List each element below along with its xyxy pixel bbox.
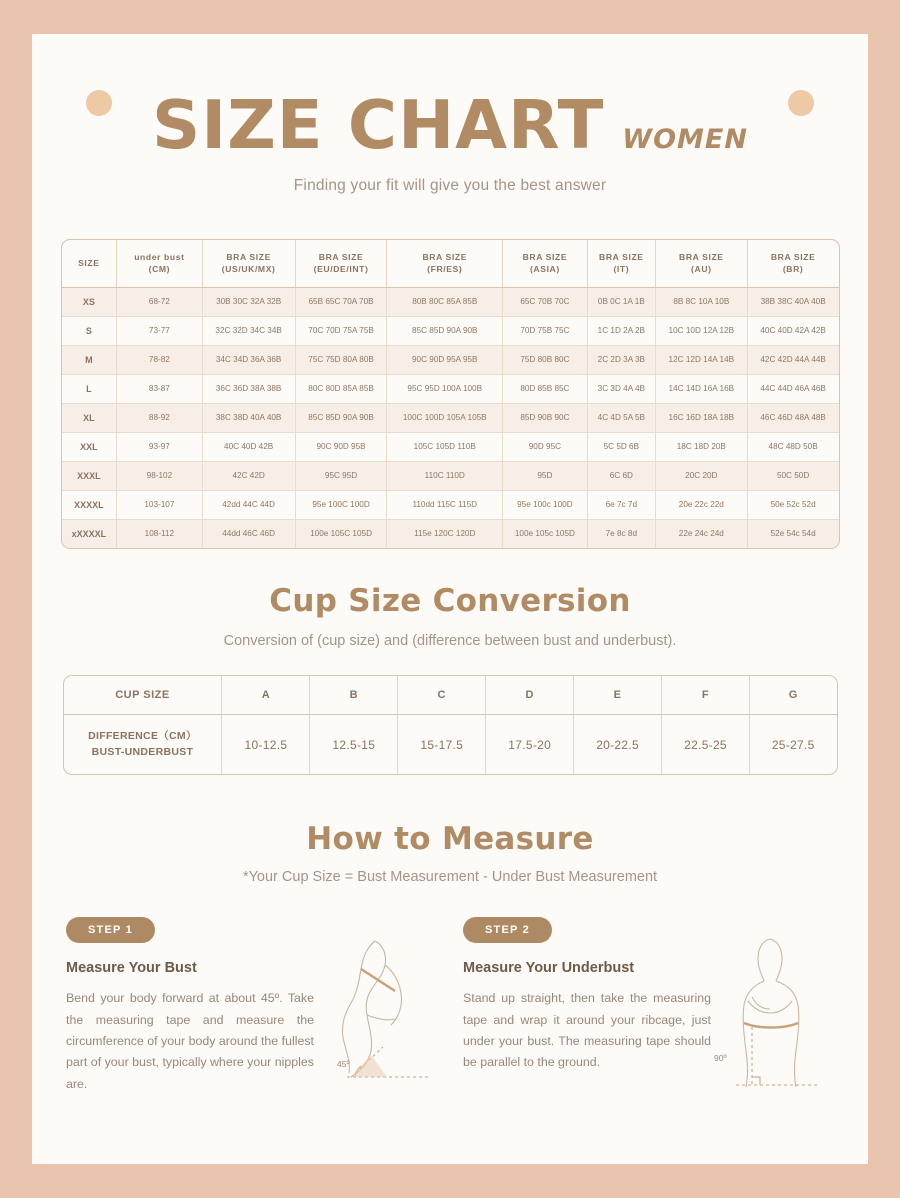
table-cell: 38B 38C 40A 40B bbox=[747, 287, 838, 316]
table-cell: 98-102 bbox=[117, 461, 202, 490]
step-1-body: Bend your body forward at about 45º. Take the measuring tape and measure the circumference of your body around the fullest part of your bust, typically where your nipples are. bbox=[66, 991, 314, 1091]
cup-table-header-row bbox=[64, 676, 837, 715]
table-cell: 44C 44D 46A 46B bbox=[747, 374, 838, 403]
page-subtitle: Finding your fit will give you the best answer bbox=[293, 177, 607, 194]
table-cell: 65B 65C 70A 70B bbox=[295, 287, 387, 316]
table-cell: 100C 100D 105A 105B bbox=[387, 403, 503, 432]
underbust-measure-illustration bbox=[714, 935, 838, 1095]
table-cell: 1C 1D 2A 2B bbox=[587, 316, 655, 345]
table-cell: 32C 32D 34C 34B bbox=[202, 316, 295, 345]
table-cell: 95C 95D bbox=[295, 461, 387, 490]
table-cell: 18C 18D 20B bbox=[655, 432, 747, 461]
step-1-badge: STEP 1 bbox=[66, 917, 155, 943]
table-cell: 85C 85D 90A 90B bbox=[295, 403, 387, 432]
table-cell: 46C 46D 48A 48B bbox=[747, 403, 838, 432]
table-cell: 42C 42D bbox=[202, 461, 295, 490]
cup-difference-cell: 12.5-15 bbox=[310, 714, 398, 774]
size-table-header-cell: BRA SIZE (FR/ES) bbox=[387, 240, 503, 287]
table-cell: 14C 14D 16A 16B bbox=[655, 374, 747, 403]
decorative-dot-left bbox=[86, 90, 112, 116]
size-label-cell: XXXL bbox=[62, 461, 117, 490]
cup-table-header-cell: B bbox=[310, 676, 398, 715]
table-cell: 85D 90B 90C bbox=[503, 403, 588, 432]
size-table-header-cell: BRA SIZE (IT) bbox=[587, 240, 655, 287]
table-cell: 42dd 44C 44D bbox=[202, 490, 295, 519]
cup-difference-cell: 15-17.5 bbox=[398, 714, 486, 774]
table-cell: 73-77 bbox=[117, 316, 202, 345]
table-cell: 34C 34D 36A 36B bbox=[202, 345, 295, 374]
table-cell: 70D 75B 75C bbox=[503, 316, 588, 345]
table-cell: 95e 100C 100D bbox=[295, 490, 387, 519]
table-cell: 93-97 bbox=[117, 432, 202, 461]
size-label-cell: XS bbox=[62, 287, 117, 316]
table-cell: 12C 12D 14A 14B bbox=[655, 345, 747, 374]
table-cell: 16C 16D 18A 18B bbox=[655, 403, 747, 432]
table-cell: 90C 90D 95A 95B bbox=[387, 345, 503, 374]
table-cell: 90D 95C bbox=[503, 432, 588, 461]
size-label-cell: L bbox=[62, 374, 117, 403]
table-cell: 110dd 115C 115D bbox=[387, 490, 503, 519]
table-cell: 36C 36D 38A 38B bbox=[202, 374, 295, 403]
table-cell: 48C 48D 50B bbox=[747, 432, 838, 461]
table-row bbox=[62, 519, 839, 548]
table-cell: 0B 0C 1A 1B bbox=[587, 287, 655, 316]
step-1 bbox=[66, 917, 437, 1095]
table-cell: 85C 85D 90A 90B bbox=[387, 316, 503, 345]
table-cell: 40C 40D 42B bbox=[202, 432, 295, 461]
table-cell: 3C 3D 4A 4B bbox=[587, 374, 655, 403]
table-cell: 2C 2D 3A 3B bbox=[587, 345, 655, 374]
cup-table-head bbox=[64, 676, 837, 715]
cup-table-body bbox=[64, 714, 837, 774]
table-cell: 90C 90D 95B bbox=[295, 432, 387, 461]
cup-difference-cell: 20-22.5 bbox=[574, 714, 662, 774]
table-cell: 78-82 bbox=[117, 345, 202, 374]
howto-section-title: How to Measure bbox=[306, 821, 594, 858]
table-cell: 38C 38D 40A 40B bbox=[202, 403, 295, 432]
size-table-container bbox=[61, 239, 840, 549]
cup-difference-cell: 22.5-25 bbox=[662, 714, 750, 774]
size-label-cell: XL bbox=[62, 403, 117, 432]
size-table-head bbox=[62, 240, 839, 287]
table-row bbox=[62, 403, 839, 432]
cup-table-row bbox=[64, 714, 837, 774]
step-2-badge: STEP 2 bbox=[463, 917, 552, 943]
table-cell: 95e 100c 100D bbox=[503, 490, 588, 519]
cup-table-header-cell: E bbox=[574, 676, 662, 715]
howto-section-subtitle: *Your Cup Size = Bust Measurement - Under Bust Measurement bbox=[242, 869, 658, 886]
table-cell: 75C 75D 80A 80B bbox=[295, 345, 387, 374]
size-label-cell: S bbox=[62, 316, 117, 345]
cup-table bbox=[64, 676, 837, 775]
table-cell: 95C 95D 100A 100B bbox=[387, 374, 503, 403]
size-table-body bbox=[62, 287, 839, 548]
table-row bbox=[62, 316, 839, 345]
size-label-cell: XXL bbox=[62, 432, 117, 461]
table-cell: 5C 5D 6B bbox=[587, 432, 655, 461]
page-title-category: WOMEN bbox=[622, 124, 748, 155]
table-cell: 7e 8c 8d bbox=[587, 519, 655, 548]
table-cell: 110C 110D bbox=[387, 461, 503, 490]
size-chart-card bbox=[32, 34, 868, 1164]
table-cell: 44dd 46C 46D bbox=[202, 519, 295, 548]
size-table-header-cell: BRA SIZE (ASIA) bbox=[503, 240, 588, 287]
cup-table-header-cell: D bbox=[486, 676, 574, 715]
table-cell: 22e 24c 24d bbox=[655, 519, 747, 548]
table-cell: 80C 80D 85A 85B bbox=[295, 374, 387, 403]
table-cell: 100e 105c 105D bbox=[503, 519, 588, 548]
step-1-angle-label: 45º bbox=[337, 1059, 350, 1070]
table-cell: 10C 10D 12A 12B bbox=[655, 316, 747, 345]
table-cell: 8B 8C 10A 10B bbox=[655, 287, 747, 316]
table-cell: 20e 22c 22d bbox=[655, 490, 747, 519]
cup-difference-label: DIFFERENCE（CM） BUST-UNDERBUST bbox=[64, 714, 222, 774]
table-cell: 88-92 bbox=[117, 403, 202, 432]
table-cell: 100e 105C 105D bbox=[295, 519, 387, 548]
table-row bbox=[62, 287, 839, 316]
decorative-dot-right bbox=[788, 90, 814, 116]
table-cell: 6e 7c 7d bbox=[587, 490, 655, 519]
bust-measure-illustration bbox=[321, 935, 441, 1095]
table-cell: 50C 50D bbox=[747, 461, 838, 490]
table-cell: 68-72 bbox=[117, 287, 202, 316]
cup-difference-cell: 25-27.5 bbox=[771, 737, 815, 752]
table-cell: 75D 80B 80C bbox=[503, 345, 588, 374]
step-2-body: Stand up straight, then take the measuring tape and wrap it around your ribcage, just under your bust. The measuring tape should be parallel to the ground. bbox=[463, 991, 711, 1070]
step-2-heading: Measure Your Underbust bbox=[463, 960, 635, 977]
step-2-angle-label: 90º bbox=[714, 1053, 727, 1064]
size-table-header-row bbox=[62, 240, 839, 287]
cup-table-header-label: CUP SIZE bbox=[64, 676, 222, 715]
table-cell: 50e 52c 52d bbox=[747, 490, 838, 519]
cup-table-header-cell: C bbox=[398, 676, 486, 715]
table-cell: 42C 42D 44A 44B bbox=[747, 345, 838, 374]
table-cell: 20C 20D bbox=[655, 461, 747, 490]
cup-table-container bbox=[63, 675, 838, 776]
cup-table-header-cell: G bbox=[749, 676, 836, 715]
table-cell: 115e 120C 120D bbox=[387, 519, 503, 548]
size-label-cell: xXXXXL bbox=[62, 519, 117, 548]
table-row bbox=[62, 374, 839, 403]
page-header bbox=[32, 34, 868, 195]
table-cell: 6C 6D bbox=[587, 461, 655, 490]
table-row bbox=[62, 345, 839, 374]
size-table bbox=[62, 240, 839, 548]
size-table-header-cell: SIZE bbox=[62, 240, 117, 287]
table-cell: 105C 105D 110B bbox=[387, 432, 503, 461]
cup-section-subtitle: Conversion of (cup size) and (difference between bust and underbust). bbox=[223, 632, 677, 649]
table-cell: 52e 54c 54d bbox=[747, 519, 838, 548]
size-table-header-cell: BRA SIZE (BR) bbox=[747, 240, 838, 287]
page-title: SIZE CHART bbox=[152, 86, 605, 164]
table-cell: 80B 80C 85A 85B bbox=[387, 287, 503, 316]
table-cell: 83-87 bbox=[117, 374, 202, 403]
step-2 bbox=[463, 917, 834, 1095]
cup-section-title: Cup Size Conversion bbox=[269, 582, 631, 619]
table-cell: 4C 4D 5A 5B bbox=[587, 403, 655, 432]
size-table-header-cell: BRA SIZE (AU) bbox=[655, 240, 747, 287]
title-row bbox=[32, 86, 868, 164]
table-cell: 103-107 bbox=[117, 490, 202, 519]
table-row bbox=[62, 490, 839, 519]
table-cell: 30B 30C 32A 32B bbox=[202, 287, 295, 316]
size-table-header-cell: BRA SIZE (US/UK/MX) bbox=[202, 240, 295, 287]
table-cell: 70C 70D 75A 75B bbox=[295, 316, 387, 345]
table-cell: 40C 40D 42A 42B bbox=[747, 316, 838, 345]
size-label-cell: M bbox=[62, 345, 117, 374]
size-table-header-cell: under bust (CM) bbox=[117, 240, 202, 287]
size-table-header-cell: BRA SIZE (EU/DE/INT) bbox=[295, 240, 387, 287]
table-cell: 108-112 bbox=[117, 519, 202, 548]
cup-difference-cell: 17.5-20 bbox=[486, 714, 574, 774]
cup-table-header-cell: A bbox=[222, 676, 310, 715]
table-cell: 80D 85B 85C bbox=[503, 374, 588, 403]
table-cell: 65C 70B 70C bbox=[503, 287, 588, 316]
howto-steps bbox=[32, 917, 868, 1095]
table-row bbox=[62, 461, 839, 490]
cup-difference-cell: 10-12.5 bbox=[222, 714, 310, 774]
size-label-cell: XXXXL bbox=[62, 490, 117, 519]
table-row bbox=[62, 432, 839, 461]
table-cell: 95D bbox=[503, 461, 588, 490]
step-1-heading: Measure Your Bust bbox=[66, 960, 197, 977]
cup-table-header-cell: F bbox=[662, 676, 750, 715]
